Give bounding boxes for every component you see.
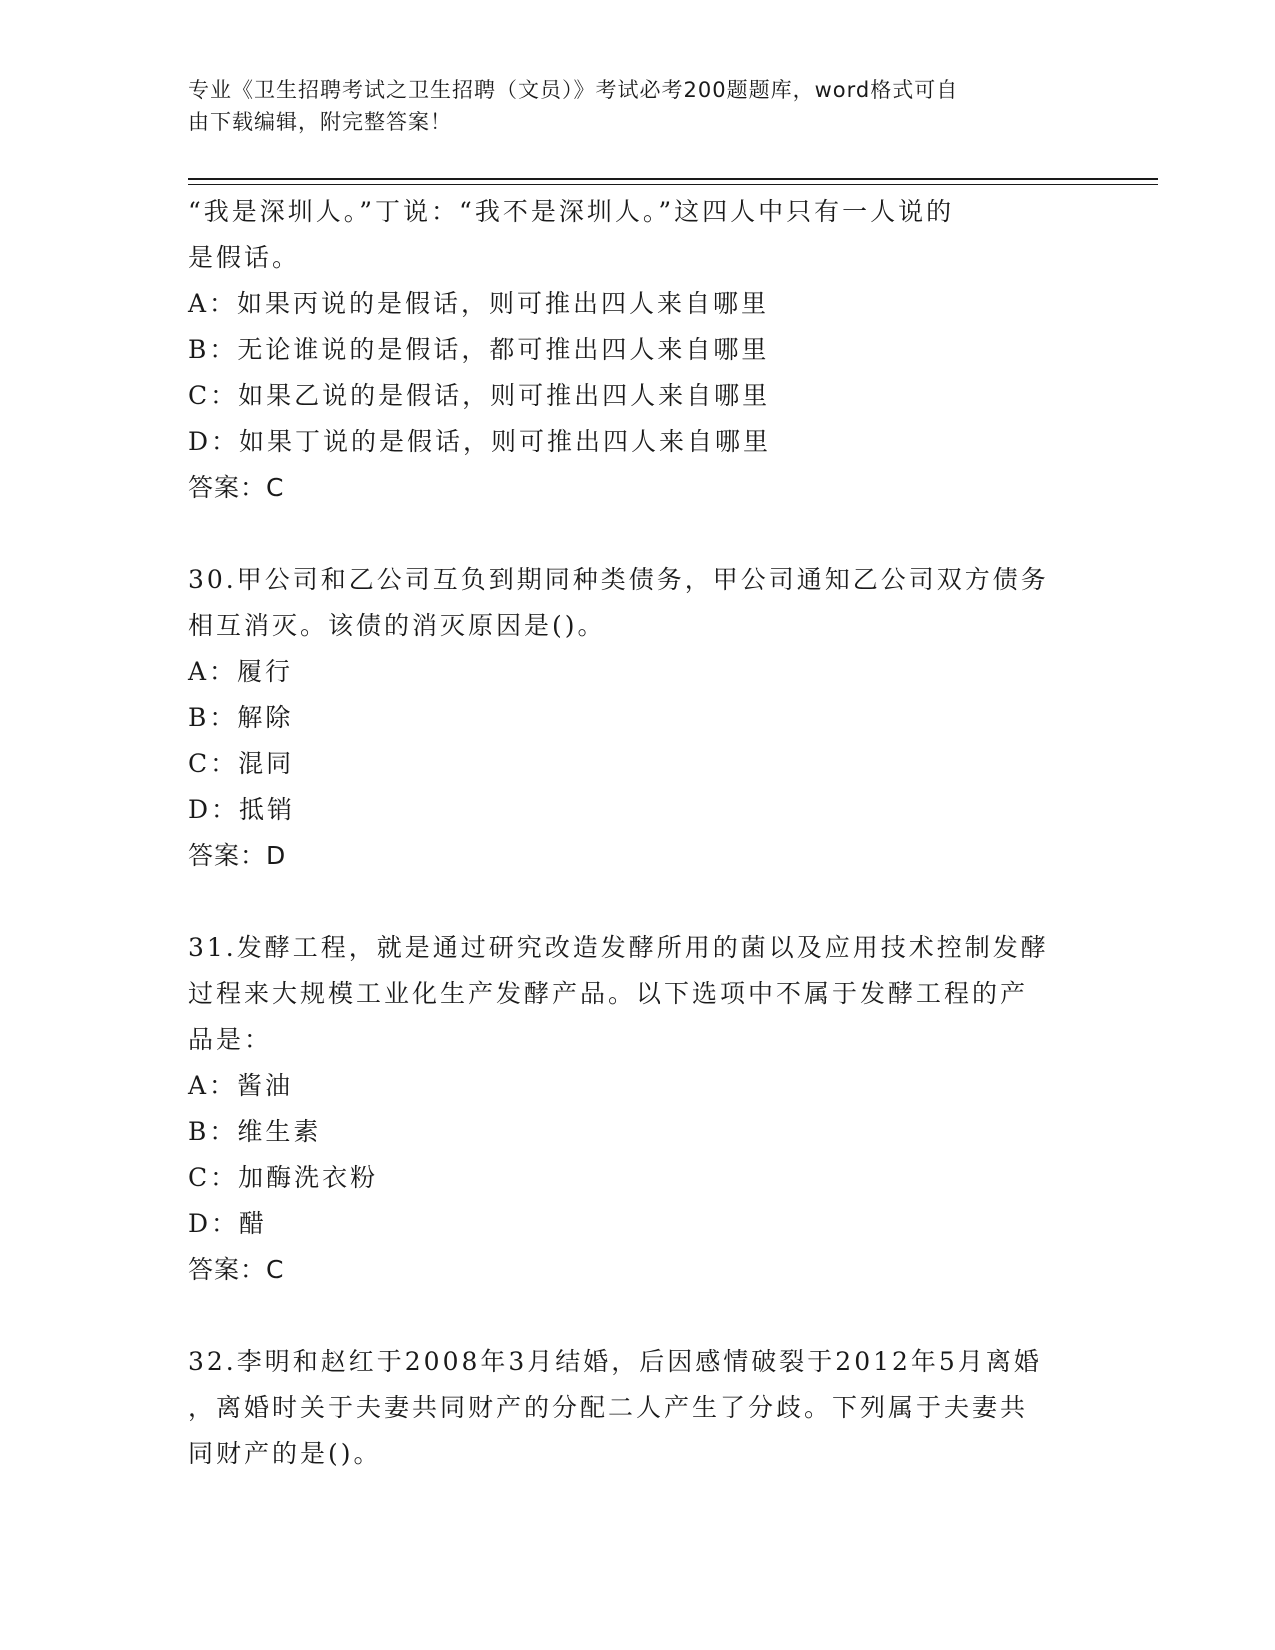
question-list: [188, 189, 1088, 1477]
question-spacer: [188, 1293, 1088, 1339]
answer-line: 答案：D: [188, 841, 287, 870]
question-spacer: [188, 511, 1088, 557]
question-stem: 相互消灭。该债的消灭原因是()。: [188, 611, 606, 640]
option-d: D：抵销: [188, 795, 296, 824]
question-stem: 过程来大规模工业化生产发酵产品。以下选项中不属于发酵工程的产: [188, 979, 1029, 1008]
option-a: A：如果丙说的是假话，则可推出四人来自哪里: [188, 289, 770, 318]
question-30: [188, 557, 1088, 879]
answer-line: 答案：C: [188, 1255, 285, 1284]
option-c: C：如果乙说的是假话，则可推出四人来自哪里: [188, 381, 771, 410]
question-31: [188, 925, 1088, 1293]
option-a: A：履行: [188, 657, 294, 686]
question-stem: 同财产的是()。: [188, 1439, 382, 1468]
question-spacer: [188, 879, 1088, 925]
question-stem: “我是深圳人。”丁说：“我不是深圳人。”这四人中只有一人说的: [188, 197, 955, 226]
option-c: C：混同: [188, 749, 295, 778]
question-32: [188, 1339, 1088, 1477]
question-stem: 30.甲公司和乙公司互负到期同种类债务，甲公司通知乙公司双方债务: [188, 565, 1049, 594]
header-divider-thick: [188, 178, 1158, 180]
option-d: D：醋: [188, 1209, 268, 1238]
option-b: B：解除: [188, 703, 294, 732]
header-line-1: 专业《卫生招聘考试之卫生招聘（文员）》考试必考200题题库，word格式可自: [188, 78, 959, 102]
question-stem: 31.发酵工程，就是通过研究改造发酵所用的菌以及应用技术控制发酵: [188, 933, 1049, 962]
question-stem: 是假话。: [188, 243, 301, 272]
option-a: A：酱油: [188, 1071, 294, 1100]
answer-line: 答案：C: [188, 473, 285, 502]
question-stem: 32.李明和赵红于2008年3月结婚，后因感情破裂于2012年5月离婚: [188, 1347, 1042, 1376]
question-29: [188, 189, 1088, 511]
header-divider-thin: [188, 184, 1158, 185]
header-line-2: 由下载编辑，附完整答案！: [188, 110, 452, 134]
question-stem: 品是：: [188, 1025, 273, 1054]
option-d: D：如果丁说的是假话，则可推出四人来自哪里: [188, 427, 772, 456]
document-header: [188, 74, 1068, 138]
option-c: C：加酶洗衣粉: [188, 1163, 379, 1192]
option-b: B：维生素: [188, 1117, 322, 1146]
question-stem: ，离婚时关于夫妻共同财产的分配二人产生了分歧。下列属于夫妻共: [188, 1393, 1029, 1422]
option-b: B：无论谁说的是假话，都可推出四人来自哪里: [188, 335, 770, 364]
